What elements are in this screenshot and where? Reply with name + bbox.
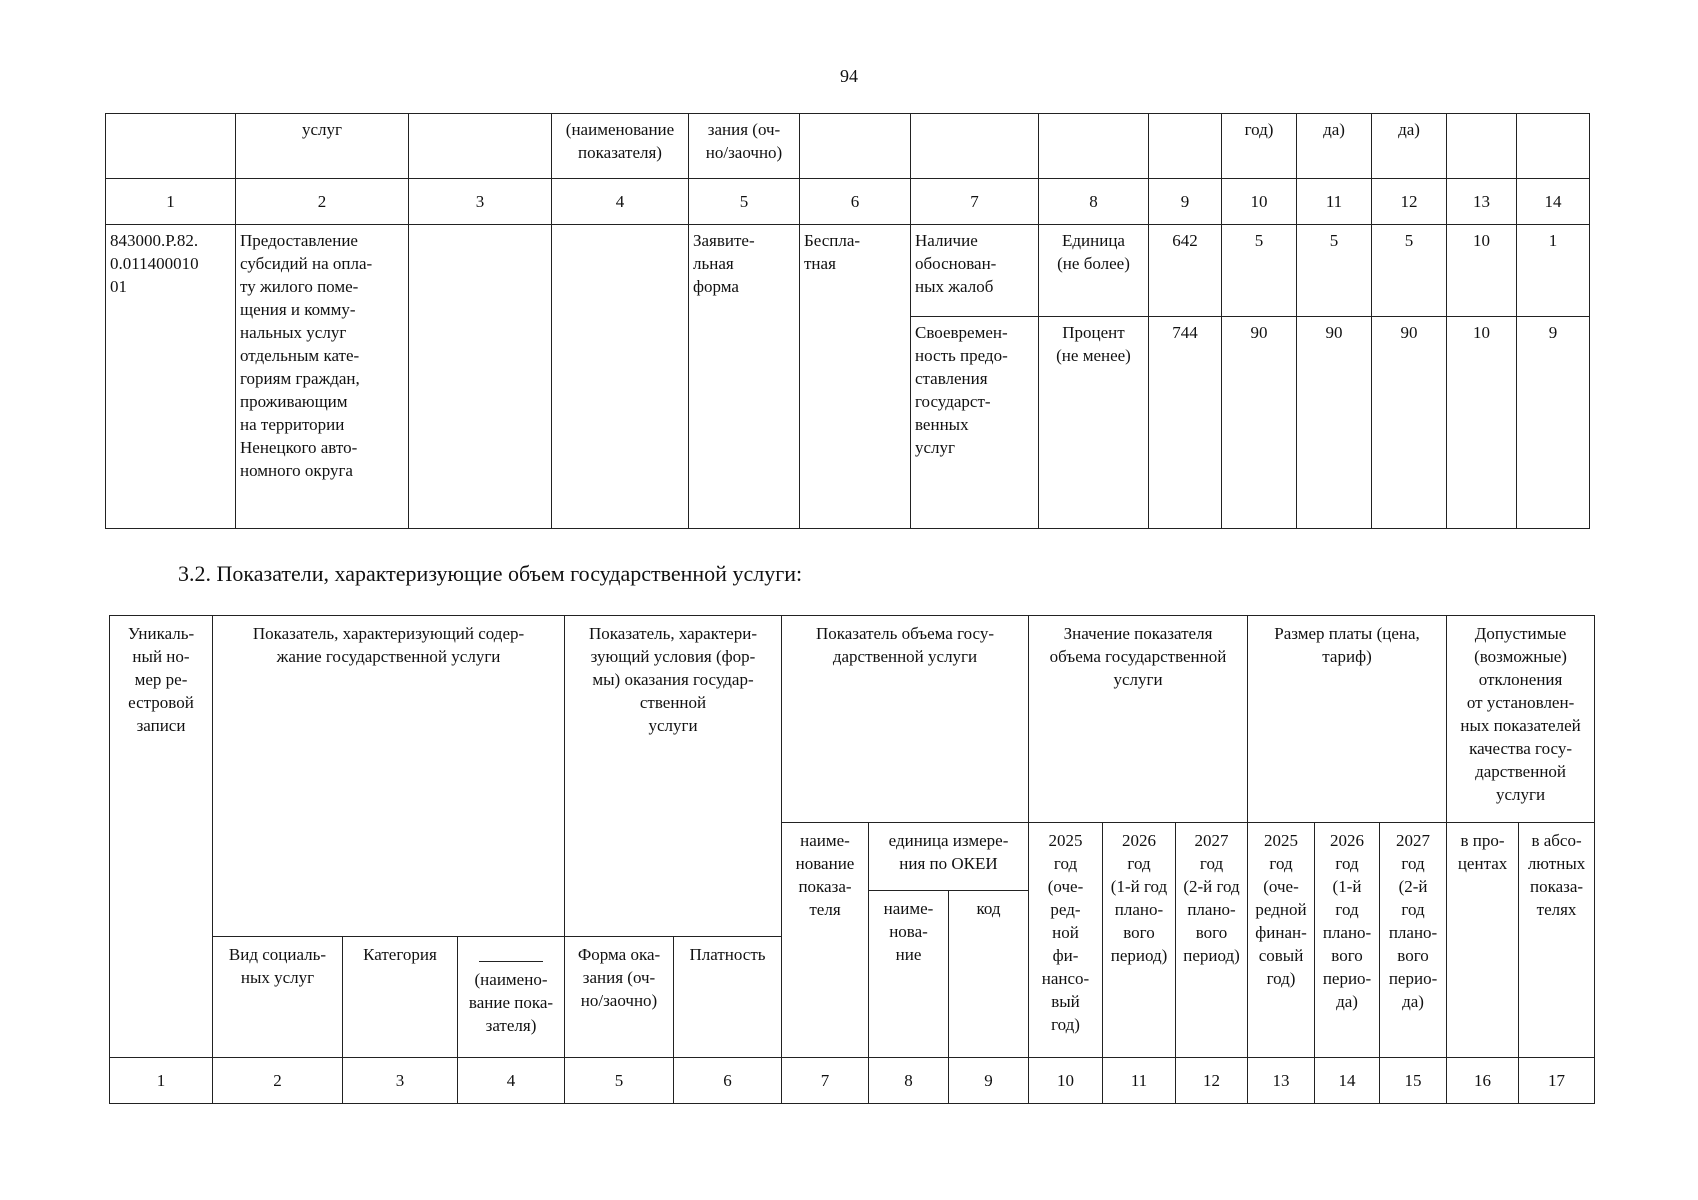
t2-col-number: 1	[110, 1058, 213, 1104]
table2-number-row	[110, 1058, 1595, 1104]
t1-header-cell	[1447, 114, 1517, 179]
t1-col-number: 2	[236, 179, 409, 225]
empty-cell	[552, 225, 689, 529]
header-indicator-value: Значение показателя объема государственной услуги	[1029, 616, 1248, 823]
subheader-category: Категория	[343, 937, 458, 1058]
t1-header-cell	[800, 114, 911, 179]
quality-indicators-table	[105, 113, 1590, 529]
t1-header-cell	[911, 114, 1039, 179]
t2-col-number: 16	[1447, 1058, 1519, 1104]
table2-header-row	[110, 616, 1595, 823]
t2-col-number: 7	[782, 1058, 869, 1104]
t1-header-cell	[1517, 114, 1590, 179]
t1-col-number: 12	[1372, 179, 1447, 225]
t1-col-number: 4	[552, 179, 689, 225]
t2-col-number: 2	[213, 1058, 343, 1104]
t2-col-number: 10	[1029, 1058, 1103, 1104]
header-conditions-indicator: Показатель, характери- зующий условия (фор- мы) оказания государ- ственной услуги	[565, 616, 782, 937]
t2-col-number: 12	[1176, 1058, 1248, 1104]
subheader-service-type: Вид социаль- ных услуг	[213, 937, 343, 1058]
header-registry-number: Уникаль- ный но- мер ре- естровой записи	[110, 616, 213, 1058]
blank-underline	[479, 943, 543, 962]
header-content-indicator: Показатель, характеризующий содер- жание государственной услуги	[213, 616, 565, 937]
t1-col-number: 8	[1039, 179, 1149, 225]
t2-col-number: 15	[1380, 1058, 1447, 1104]
indicator-unit-cell: Единица (не более)	[1039, 225, 1149, 317]
subheader-unit: единица измере- ния по ОКЕИ	[869, 823, 1029, 891]
indicator-code-cell: 642	[1149, 225, 1222, 317]
subheader-price-2027: 2027 год (2-й год плано- вого перио- да)	[1380, 823, 1447, 1058]
t1-col-number: 14	[1517, 179, 1590, 225]
indicator-value-cell: 1	[1517, 225, 1590, 317]
t1-header-cell: да)	[1297, 114, 1372, 179]
indicator-name-cell: Своевремен- ность предо- ставления государст- венных услуг	[911, 317, 1039, 529]
table1-header-row	[106, 114, 1590, 179]
service-name-cell: Предоставление субсидий на опла- ту жилого поме- щения и комму- нальных услуг отдельным кате- гориям граждан, проживающим на территории Ненецкого авто- номного округа	[236, 225, 409, 529]
t2-col-number: 17	[1519, 1058, 1595, 1104]
subheader-value-2025: 2025 год (оче- ред- ной фи- нансо- вый год)	[1029, 823, 1103, 1058]
indicator-value-cell: 10	[1447, 317, 1517, 529]
t2-col-number: 3	[343, 1058, 458, 1104]
registry-number-cell: 843000.Р.82. 0.011400010 01	[106, 225, 236, 529]
subheader-value-2027: 2027 год (2-й год плано- вого период)	[1176, 823, 1248, 1058]
t1-col-number: 10	[1222, 179, 1297, 225]
header-price: Размер платы (цена, тариф)	[1248, 616, 1447, 823]
indicator-value-cell: 9	[1517, 317, 1590, 529]
indicator-value-cell: 90	[1222, 317, 1297, 529]
indicator-unit-cell: Процент (не менее)	[1039, 317, 1149, 529]
t1-header-cell: год)	[1222, 114, 1297, 179]
subheader-service-form: Форма ока- зания (оч- но/заочно)	[565, 937, 674, 1058]
subheader-payment: Платность	[674, 937, 782, 1058]
t1-col-number: 1	[106, 179, 236, 225]
t1-col-number: 11	[1297, 179, 1372, 225]
t2-col-number: 6	[674, 1058, 782, 1104]
subheader-deviation-percent: в про- центах	[1447, 823, 1519, 1058]
subheader-price-2025: 2025 год (оче- редной финан- совый год)	[1248, 823, 1315, 1058]
section-heading: 3.2. Показатели, характеризующие объем государственной услуги:	[178, 561, 803, 586]
subheader-price-2026: 2026 год (1-й год плано- вого перио- да)	[1315, 823, 1380, 1058]
page-number: 94	[840, 66, 858, 86]
t1-col-number: 9	[1149, 179, 1222, 225]
subheader-deviation-absolute: в абсо- лютных показа- телях	[1519, 823, 1595, 1058]
t1-header-cell	[409, 114, 552, 179]
service-form-cell: Заявите- льная форма	[689, 225, 800, 529]
indicator-value-cell: 5	[1297, 225, 1372, 317]
t2-col-number: 9	[949, 1058, 1029, 1104]
t1-header-cell: (наименование показателя)	[552, 114, 689, 179]
t2-col-number: 13	[1248, 1058, 1315, 1104]
indicator-value-cell: 90	[1297, 317, 1372, 529]
t1-col-number: 5	[689, 179, 800, 225]
t2-col-number: 8	[869, 1058, 949, 1104]
t1-col-number: 3	[409, 179, 552, 225]
indicator-value-cell: 5	[1372, 225, 1447, 317]
indicator-value-cell: 5	[1222, 225, 1297, 317]
indicator-code-cell: 744	[1149, 317, 1222, 529]
header-volume-indicator: Показатель объема госу- дарственной услуги	[782, 616, 1029, 823]
t2-col-number: 4	[458, 1058, 565, 1104]
t2-col-number: 11	[1103, 1058, 1176, 1104]
table1-number-row	[106, 179, 1590, 225]
subheader-indicator-blank	[458, 937, 565, 1058]
t1-header-cell: да)	[1372, 114, 1447, 179]
payment-cell: Бесплa- тная	[800, 225, 911, 529]
indicator-value-cell: 90	[1372, 317, 1447, 529]
subheader-value-2026: 2026 год (1-й год плано- вого период)	[1103, 823, 1176, 1058]
indicator-value-cell: 10	[1447, 225, 1517, 317]
t2-col-number: 14	[1315, 1058, 1380, 1104]
t1-header-cell	[1149, 114, 1222, 179]
table-row	[106, 225, 1590, 317]
header-deviation: Допустимые (возможные) отклонения от установлен- ных показателей качества госу- дарственной услуги	[1447, 616, 1595, 823]
subheader-indicator-name: наиме- нование показа- теля	[782, 823, 869, 1058]
t1-col-number: 6	[800, 179, 911, 225]
subheader-indicator-label: (наимено- вание пока- зателя)	[468, 970, 554, 1035]
indicator-name-cell: Наличие обоснован- ных жалоб	[911, 225, 1039, 317]
t1-header-cell: зания (оч- но/заочно)	[689, 114, 800, 179]
t2-col-number: 5	[565, 1058, 674, 1104]
t1-header-cell	[1039, 114, 1149, 179]
volume-indicators-table	[109, 615, 1595, 1104]
empty-cell	[409, 225, 552, 529]
t1-header-cell: услуг	[236, 114, 409, 179]
subheader-unit-code: код	[949, 891, 1029, 1058]
subheader-unit-name: наиме- нова- ние	[869, 891, 949, 1058]
t1-col-number: 13	[1447, 179, 1517, 225]
t1-header-cell	[106, 114, 236, 179]
t1-col-number: 7	[911, 179, 1039, 225]
